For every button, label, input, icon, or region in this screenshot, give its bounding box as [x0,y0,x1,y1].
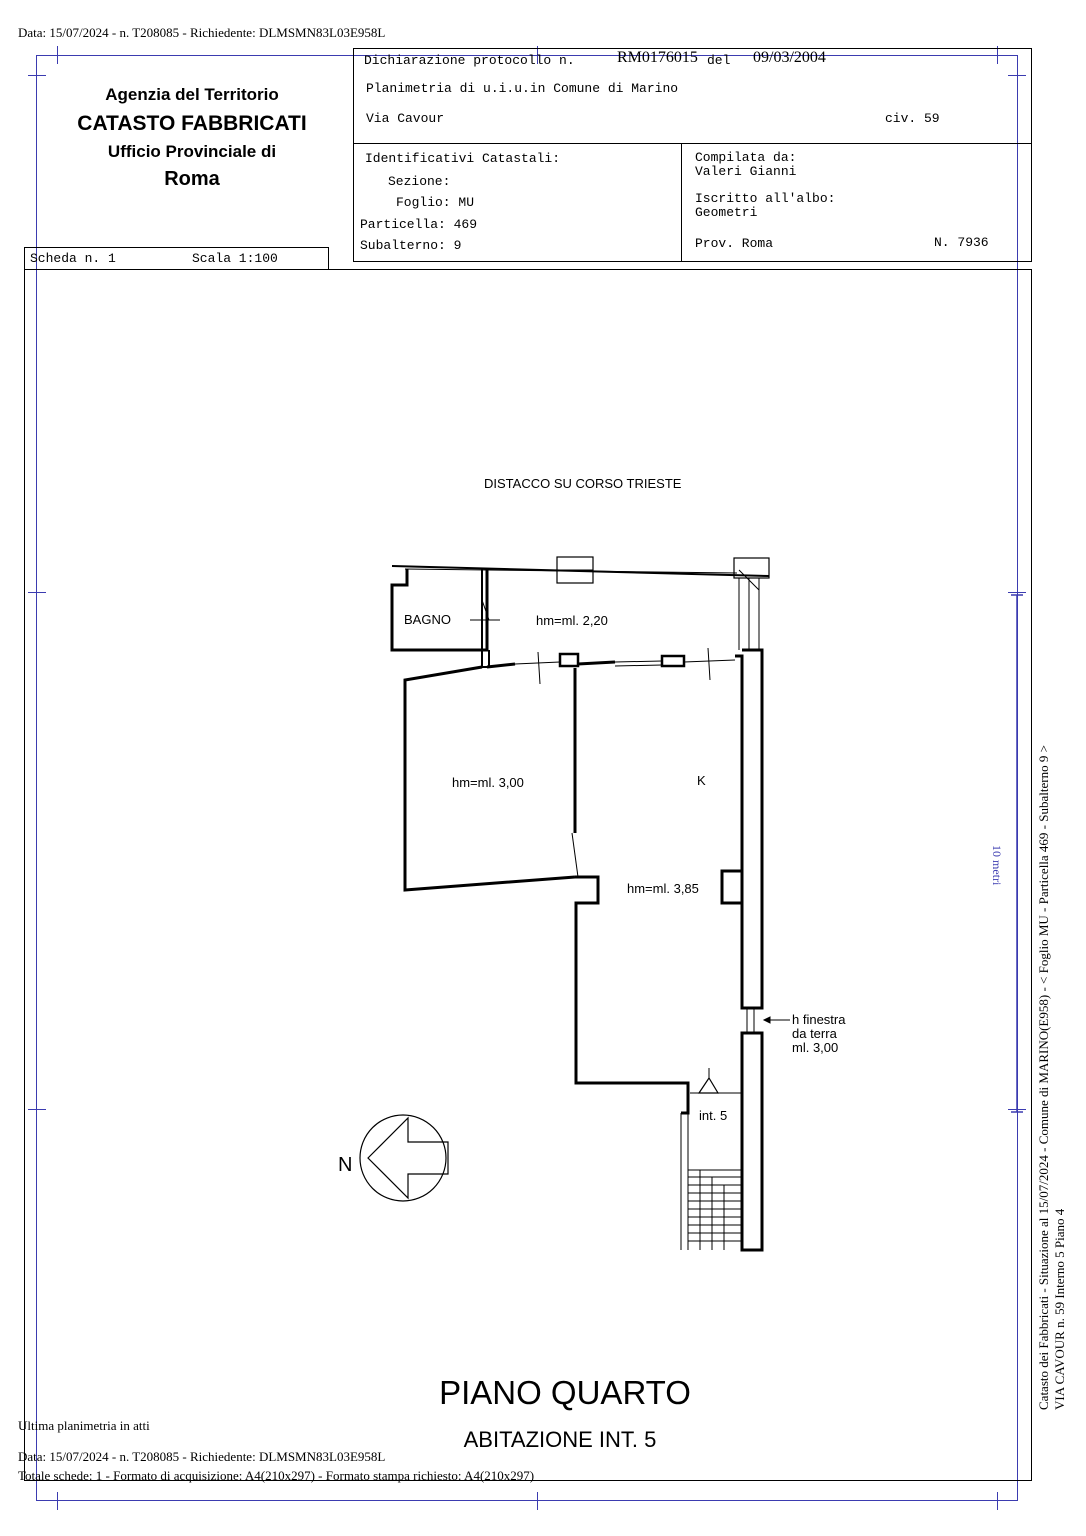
plan-room-wall [575,877,688,1113]
protocol-number: RM0176015 [617,49,698,66]
unit-title: ABITAZIONE INT. 5 [463,1427,657,1452]
side-text-line2: VIA CAVOUR n. 59 Interno 5 Piano 4 [1052,1208,1067,1410]
plan-exterior-wall [735,650,762,1008]
finestra-label-3: ml. 3,00 [792,1040,839,1055]
footer-data: Data: 15/07/2024 - n. T208085 - Richiedente: DLMSMN83L03E958L [18,1449,386,1464]
numero: N. 7936 [934,235,989,250]
plan-exterior-wall [742,1033,762,1250]
agency-line4: Roma [164,168,220,190]
plan-column [560,654,578,666]
distacco-label: DISTACCO SU CORSO TRIESTE [484,476,682,491]
plan-wall [578,662,615,664]
plan-door [708,648,710,680]
plan-pilaster [722,871,742,903]
bagno-label: BAGNO [404,612,451,627]
subalterno: Subalterno: 9 [360,238,462,253]
hm-385-label: hm=ml. 3,85 [627,881,699,896]
compilata-title: Compilata da: [695,150,797,165]
agency-line1: Agenzia del Territorio [105,85,279,104]
plan-door [538,652,540,684]
plan-wall [487,664,515,667]
albo-title: Iscritto all'albo: [695,191,836,206]
int5-label: int. 5 [699,1108,728,1123]
protocol-label: Dichiarazione protocollo n. [364,53,575,68]
plan-arrow [764,1017,770,1023]
hm-300-label: hm=ml. 3,00 [452,775,524,790]
hm-220-label: hm=ml. 2,20 [536,613,608,628]
planimetria-text: Planimetria di u.i.u.in Comune di Marino [366,81,679,96]
plan-door [684,660,735,662]
floor-title: PIANO QUARTO [439,1374,691,1411]
plan-entrance-mark [699,1078,718,1093]
plan-bagno-wall [392,568,487,650]
sezione: Sezione: [388,174,451,189]
north-label: N [338,1154,353,1176]
side-text-line1: Catasto dei Fabbricati - Situazione al 15/07/2024 - Comune di MARINO(E958) - < Foglio MU - Particella 469 - Subalterno 9 > [1036,745,1051,1410]
address-street: Via Cavour [366,111,445,126]
plan-column [662,656,684,666]
plan-door [515,662,560,664]
identificativi-title: Identificativi Catastali: [365,151,561,166]
plan-stairs [688,1170,742,1250]
prov: Prov. Roma [695,236,774,251]
header-line: Data: 15/07/2024 - n. T208085 - Richiedente: DLMSMN83L03E958L [18,25,386,40]
footer-totale: Totale schede: 1 - Formato di acquisizione: A4(210x297) - Formato stampa richiesto: A4(210x297) [18,1468,535,1483]
plan-window [615,661,662,662]
north-arrow-circle [360,1115,446,1201]
k-label: K [697,773,706,788]
agency-line2: CATASTO FABBRICATI [77,112,307,135]
particella: Particella: 469 [360,217,478,232]
finestra-label-2: da terra [792,1026,837,1041]
foglio: Foglio: MU [396,195,475,210]
scale-bar-label: 10 metri [990,845,1004,886]
footer-ultima: Ultima planimetria in atti [18,1418,150,1433]
scheda-label: Scheda n. 1 [30,251,116,266]
scala-label: Scala 1:100 [192,251,278,266]
protocol-date: 09/03/2004 [753,49,826,66]
protocol-del: del [707,53,731,68]
albo-value: Geometri [695,205,758,220]
compilata-name: Valeri Gianni [695,164,797,179]
plan-door [572,833,578,877]
finestra-label-1: h finestra [792,1012,846,1027]
plan-window [615,665,662,666]
agency-line3: Ufficio Provinciale di [107,142,277,161]
address-civ: civ. 59 [885,111,940,126]
